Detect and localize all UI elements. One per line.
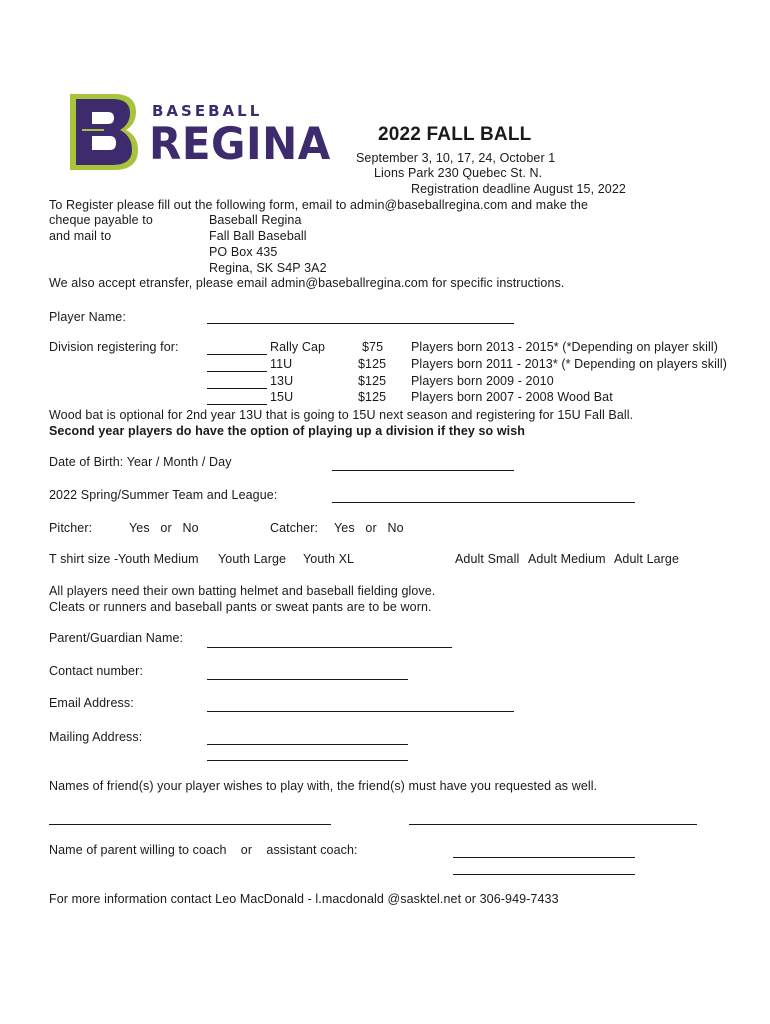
mailing-address-field-2[interactable] — [207, 760, 408, 761]
logo-b-monogram-icon — [64, 90, 142, 174]
logo-baseball-text: BASEBALL — [152, 102, 263, 120]
division-rally-cap-field[interactable] — [207, 354, 267, 355]
division-13u-desc: Players born 2009 - 2010 — [411, 374, 554, 388]
logo — [64, 90, 331, 176]
etransfer-note: We also accept etransfer, please email admin@baseballregina.com for specific instructions. — [49, 276, 565, 290]
tshirt-youth-xl[interactable]: Youth XL — [303, 552, 355, 566]
event-dates: September 3, 10, 17, 24, October 1 — [356, 151, 556, 165]
event-location: Lions Park 230 Quebec St. N. — [374, 166, 543, 180]
mail-label: and mail to — [49, 229, 112, 243]
payee: Baseball Regina — [209, 213, 302, 227]
tshirt-adult-small[interactable]: Adult Small — [455, 552, 520, 566]
friend-field-2[interactable] — [409, 824, 697, 825]
division-11u-desc: Players born 2011 - 2013* (* Depending on players skill) — [411, 357, 727, 371]
division-15u-field[interactable] — [207, 404, 267, 405]
address-line-2: PO Box 435 — [209, 245, 278, 259]
registration-deadline: Registration deadline August 15, 2022 — [411, 182, 626, 196]
contact-info-footer: For more information contact Leo MacDonald - l.macdonald @sasktel.net or 306-949-7433 — [49, 892, 559, 906]
friend-field-1[interactable] — [49, 824, 331, 825]
parent-name-label: Parent/Guardian Name: — [49, 631, 184, 645]
play-up-note: Second year players do have the option of playing up a division if they so wish — [49, 424, 526, 438]
division-13u-price: $125 — [358, 374, 387, 388]
mailing-address-field-1[interactable] — [207, 744, 408, 745]
tshirt-adult-large[interactable]: Adult Large — [614, 552, 680, 566]
email-label: Email Address: — [49, 696, 134, 710]
division-15u-name: 15U — [270, 390, 294, 404]
catcher-label: Catcher: — [270, 521, 319, 535]
division-label: Division registering for: — [49, 340, 179, 354]
tshirt-youth-medium[interactable]: Youth Medium — [118, 552, 199, 566]
parent-name-field[interactable] — [207, 647, 452, 648]
coach-field-1[interactable] — [453, 857, 635, 858]
division-13u-name: 13U — [270, 374, 294, 388]
equipment-line-2: Cleats or runners and baseball pants or sweat pants are to be worn. — [49, 600, 432, 614]
dob-field[interactable] — [332, 470, 514, 471]
equipment-line-1: All players need their own batting helmet and baseball fielding glove. — [49, 584, 436, 598]
tshirt-youth-large[interactable]: Youth Large — [218, 552, 287, 566]
intro-line: To Register please fill out the following form, email to admin@baseballregina.com and make the — [49, 198, 589, 212]
division-11u-name: 11U — [270, 357, 293, 371]
division-rally-cap-name: Rally Cap — [270, 340, 326, 354]
division-rally-cap-desc: Players born 2013 - 2015* (*Depending on player skill) — [411, 340, 718, 354]
address-line-3: Regina, SK S4P 3A2 — [209, 261, 327, 275]
contact-number-field[interactable] — [207, 679, 408, 680]
page-title: 2022 FALL BALL — [378, 124, 532, 145]
division-13u-field[interactable] — [207, 388, 267, 389]
player-name-label: Player Name: — [49, 310, 126, 324]
pitcher-label: Pitcher: — [49, 521, 93, 535]
division-11u-price: $125 — [358, 357, 387, 371]
friends-label: Names of friend(s) your player wishes to play with, the friend(s) must have you requested as well. — [49, 779, 598, 793]
tshirt-adult-medium[interactable]: Adult Medium — [528, 552, 606, 566]
coach-label: Name of parent willing to coach or assistant coach: — [49, 843, 358, 857]
mailing-address-label: Mailing Address: — [49, 730, 143, 744]
email-field[interactable] — [207, 711, 514, 712]
division-rally-cap-price: $75 — [362, 340, 384, 354]
division-15u-desc: Players born 2007 - 2008 Wood Bat — [411, 390, 613, 404]
pitcher-options[interactable]: Yes or No — [129, 521, 199, 535]
address-line-1: Fall Ball Baseball — [209, 229, 307, 243]
tshirt-label: T shirt size - — [49, 552, 119, 566]
dob-label: Date of Birth: Year / Month / Day — [49, 455, 232, 469]
player-name-field[interactable] — [207, 323, 514, 324]
team-league-field[interactable] — [332, 502, 635, 503]
wood-bat-note: Wood bat is optional for 2nd year 13U that is going to 15U next season and registering for 15U Fall Ball. — [49, 408, 634, 422]
logo-regina-text: REGINA — [149, 118, 331, 170]
cheque-label: cheque payable to — [49, 213, 153, 227]
team-league-label: 2022 Spring/Summer Team and League: — [49, 488, 278, 502]
catcher-options[interactable]: Yes or No — [334, 521, 404, 535]
coach-field-2[interactable] — [453, 874, 635, 875]
division-11u-field[interactable] — [207, 371, 267, 372]
contact-number-label: Contact number: — [49, 664, 143, 678]
division-15u-price: $125 — [358, 390, 387, 404]
